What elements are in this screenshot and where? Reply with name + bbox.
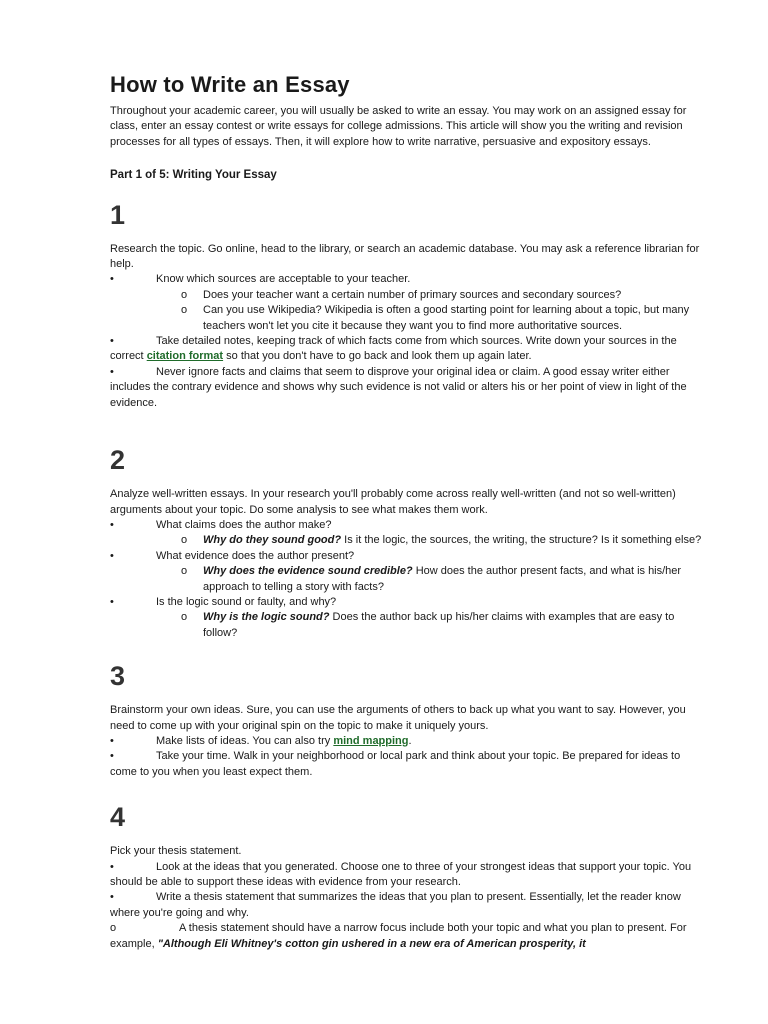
list-item-text: . <box>408 734 412 747</box>
list-item <box>110 595 710 610</box>
bullet-icon: • <box>110 365 114 378</box>
example-quote: "Although Eli Whitney's cotton gin ushered in a new era of American prosperity, it <box>157 937 586 950</box>
sub-bullet-icon: o <box>110 922 117 935</box>
sub-list-item <box>110 533 710 548</box>
list-item <box>110 749 710 780</box>
list-item-text: Write a thesis statement that summarizes the ideas that you plan to present. Essentially, let the reader know where you're going and why. <box>110 891 681 919</box>
list-item-text: What evidence does the author present? <box>156 549 355 562</box>
list-item-text: so that you don't have to go back and look them up again later. <box>223 350 532 363</box>
list-item-text: Is the logic sound or faulty, and why? <box>156 595 337 608</box>
sub-list-item <box>110 564 710 595</box>
step-4 <box>110 802 710 952</box>
list-item <box>110 921 710 952</box>
list-item <box>110 365 710 411</box>
list-item-text: Can you use Wikipedia? Wikipedia is often a good starting point for learning about a topic, but many teachers won't let you cite it because they want you to find more authoritative sources. <box>203 304 690 332</box>
step-lead: Pick your thesis statement. <box>110 845 242 858</box>
list-item <box>110 272 710 287</box>
list-item <box>110 334 710 365</box>
list-item-text: Look at the ideas that you generated. Choose one to three of your strongest ideas that support your topic. You should be able to support these ideas with evidence from your research. <box>110 860 692 888</box>
bullet-icon: • <box>110 750 114 763</box>
sub-bullet-icon: o <box>181 611 188 624</box>
bullet-icon: • <box>110 734 114 747</box>
step-lead: Research the topic. Go online, head to the library, or search an academic database. You may ask a reference librarian for help. <box>110 242 700 271</box>
sub-bullet-icon: o <box>181 565 188 578</box>
sub-list-item <box>110 303 710 334</box>
list-item-text: Take your time. Walk in your neighborhood or local park and think about your topic. Be prepared for ideas to come to you when you least expect them. <box>110 750 681 778</box>
list-item <box>110 518 710 533</box>
intro-paragraph: Throughout your academic career, you will usually be asked to write an essay. You may work on an assigned essay for class, enter an essay contest or write essays for college admissions. This article will show you the writing and revision processes for all types of essays. Then, it will explore how to write narrative, persuasive and expository essays. <box>110 105 687 148</box>
sub-bullet-icon: o <box>181 304 188 317</box>
step-3 <box>110 661 710 780</box>
list-item <box>110 860 710 891</box>
step-lead: Analyze well-written essays. In your research you'll probably come across really well-written (and not so well-written) arguments about your topic. Do some analysis to see what makes them work. <box>110 488 676 516</box>
list-item-text: What claims does the author make? <box>156 518 332 531</box>
list-item <box>110 734 710 749</box>
list-item-text: Never ignore facts and claims that seem to disprove your original idea or claim. A good essay writer either includes the contrary evidence and shows why such evidence is not valid or alters his or her point of view in light of the evidence. <box>110 365 687 409</box>
list-item <box>110 549 710 564</box>
part-heading: Part 1 of 5: Writing Your Essay <box>110 169 277 182</box>
bullet-icon: • <box>110 860 114 873</box>
list-item-text: Does the author back up his/her claims with examples that are easy to follow? <box>203 611 675 639</box>
question-text: Why do they sound good? <box>203 534 342 547</box>
list-item-text: Make lists of ideas. You can also try <box>156 734 334 747</box>
question-text: Why is the logic sound? <box>203 611 330 624</box>
bullet-icon: • <box>110 518 114 531</box>
list-item-text: A thesis statement should have a narrow focus include both your topic and what you plan to present. For example, <box>110 922 687 950</box>
sub-bullet-icon: o <box>181 288 188 301</box>
bullet-icon: • <box>110 595 114 608</box>
bullet-icon: • <box>110 891 114 904</box>
sub-list-item <box>110 610 710 641</box>
step-number: 3 <box>110 661 126 692</box>
list-item-text: Know which sources are acceptable to your teacher. <box>156 273 411 286</box>
list-item-text: Take detailed notes, keeping track of which facts come from which sources. Write down your sources in the correct <box>110 335 677 363</box>
page-title: How to Write an Essay <box>110 72 350 97</box>
bullet-icon: • <box>110 549 114 562</box>
mind-mapping-link[interactable]: mind mapping <box>333 734 409 747</box>
list-item-text: How does the author present facts, and what is his/her approach to telling a story with facts? <box>203 565 682 593</box>
step-number: 1 <box>110 199 126 230</box>
step-1 <box>110 200 710 411</box>
question-text: Why does the evidence sound credible? <box>203 565 413 578</box>
step-2 <box>110 445 710 641</box>
sub-bullet-icon: o <box>181 534 188 547</box>
step-lead: Brainstorm your own ideas. Sure, you can use the arguments of others to back up what you want to say. However, you need to come up with your original spin on the topic to make it uniquely yours. <box>110 704 686 732</box>
document <box>110 72 710 952</box>
step-number: 2 <box>110 445 126 476</box>
list-item-text: Does your teacher want a certain number of primary sources and secondary sources? <box>203 288 622 301</box>
step-number: 4 <box>110 802 126 833</box>
citation-format-link[interactable]: citation format <box>146 350 224 363</box>
sub-list-item <box>110 288 710 303</box>
bullet-icon: • <box>110 335 114 348</box>
list-item-text: Is it the logic, the sources, the writing, the structure? Is it something else? <box>341 534 702 547</box>
bullet-icon: • <box>110 273 114 286</box>
list-item <box>110 890 710 921</box>
